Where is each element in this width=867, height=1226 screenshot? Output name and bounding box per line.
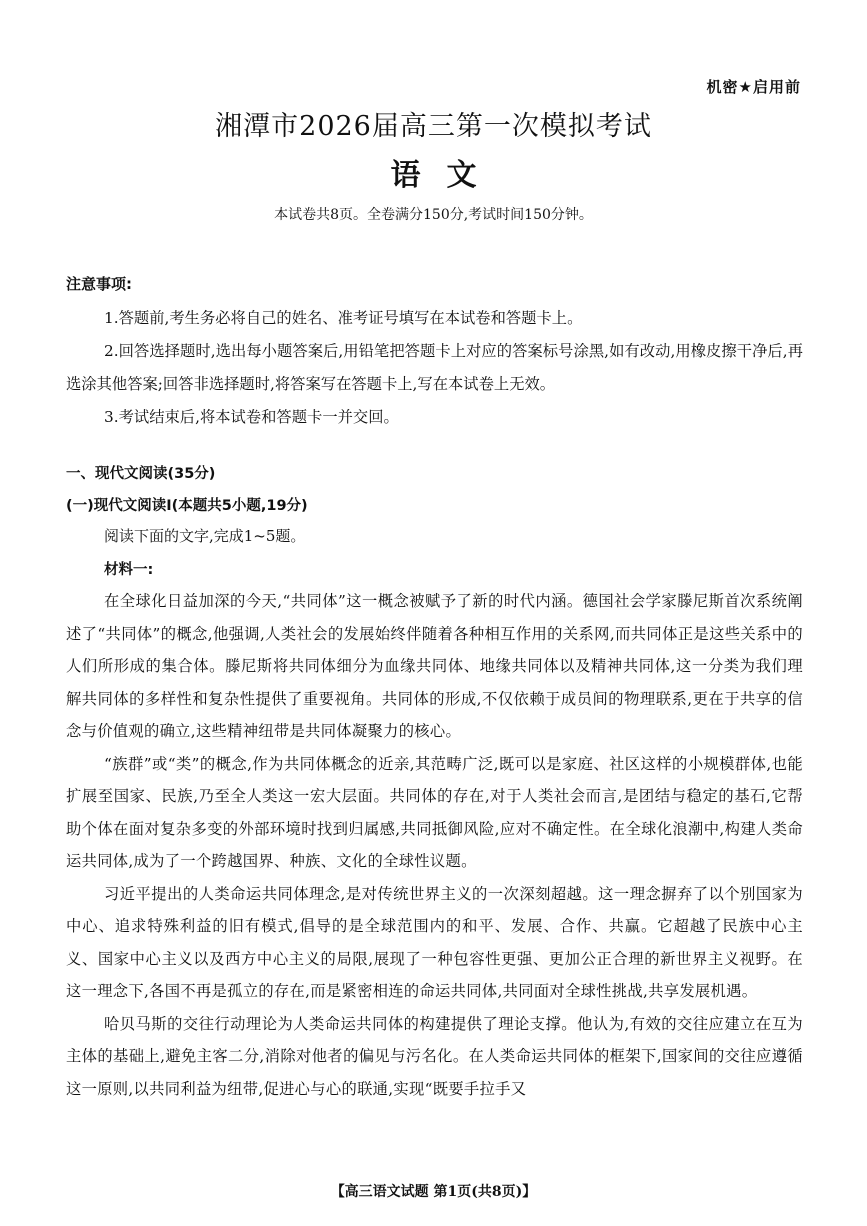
page-footer: 【高三语文试题 第1页(共8页)】	[330, 1184, 537, 1200]
notice-item: 3.考试结束后,将本试卷和答题卡一并交回。	[104, 408, 399, 426]
confidential-mark: 机密★启用前	[706, 78, 801, 96]
section-heading: 一、现代文阅读(35分)	[66, 466, 216, 482]
passage-paragraph: 习近平提出的人类命运共同体理念,是对传统世界主义的一次深刻超越。这一理念摒弃了以个别国家为中心、追求特殊利益的旧有模式,倡导的是全球范围内的和平、发展、合作、共赢。它超越了民族中心主义、国家中心主义以及西方中心主义的局限,展现了一种包容性更强、更加公正合理的新世界主义视野。在这一理念下,各国不再是孤立的存在,而是紧密相连的命运共同体,共同面对全球性挑战,共享发展机遇。	[66, 884, 803, 1000]
exam-info: 本试卷共8页。全卷满分150分,考试时间150分钟。	[274, 207, 593, 223]
subsection-heading: (一)现代文阅读Ⅰ(本题共5小题,19分)	[66, 498, 308, 514]
material-label: 材料一:	[104, 562, 154, 578]
passage-paragraph: 在全球化日益加深的今天,“共同体”这一概念被赋予了新的时代内涵。德国社会学家滕尼斯首次系统阐述了“共同体”的概念,他强调,人类社会的发展始终伴随着各种相互作用的关系网,而共同体正是这些关系中的人们所形成的集合体。滕尼斯将共同体细分为血缘共同体、地缘共同体以及精神共同体,这一分类为我们理解共同体的多样性和复杂性提供了重要视角。共同体的形成,不仅依赖于成员间的物理联系,更在于共享的信念与价值观的确立,这些精神纽带是共同体凝聚力的核心。	[66, 592, 803, 740]
notice-item: 1.答题前,考生务必将自己的姓名、准考证号填写在本试卷和答题卡上。	[104, 309, 583, 327]
notice-item: 2.回答选择题时,选出每小题答案后,用铅笔把答题卡上对应的答案标号涂黑,如有改动,用橡皮擦干净后,再选涂其他答案;回答非选择题时,将答案写在答题卡上,写在本试卷上无效。	[66, 342, 803, 393]
exam-title: 湘潭市2026届高三第一次模拟考试	[215, 111, 652, 142]
notice-title: 注意事项:	[66, 275, 132, 293]
passage-paragraph: 哈贝马斯的交往行动理论为人类命运共同体的构建提供了理论支撑。他认为,有效的交往应建立在互为主体的基础上,避免主客二分,消除对他者的偏见与污名化。在人类命运共同体的框架下,国家间的交往应遵循这一原则,以共同利益为纽带,促进心与心的联通,实现“既要手拉手又	[66, 1014, 803, 1098]
notice-list	[66, 302, 803, 434]
passage-paragraph: “族群”或“类”的概念,作为共同体概念的近亲,其范畴广泛,既可以是家庭、社区这样的小规模群体,也能扩展至国家、民族,乃至全人类这一宏大层面。共同体的存在,对于人类社会而言,是团结与稳定的基石,它帮助个体在面对复杂多变的外部环境时找到归属感,共同抵御风险,应对不确定性。在全球化浪潮中,构建人类命运共同体,成为了一个跨越国界、种族、文化的全球性议题。	[66, 754, 803, 870]
subject-title: 语文	[390, 158, 503, 193]
reading-passage	[66, 585, 803, 1105]
reading-instruction: 阅读下面的文字,完成1~5题。	[104, 527, 306, 545]
